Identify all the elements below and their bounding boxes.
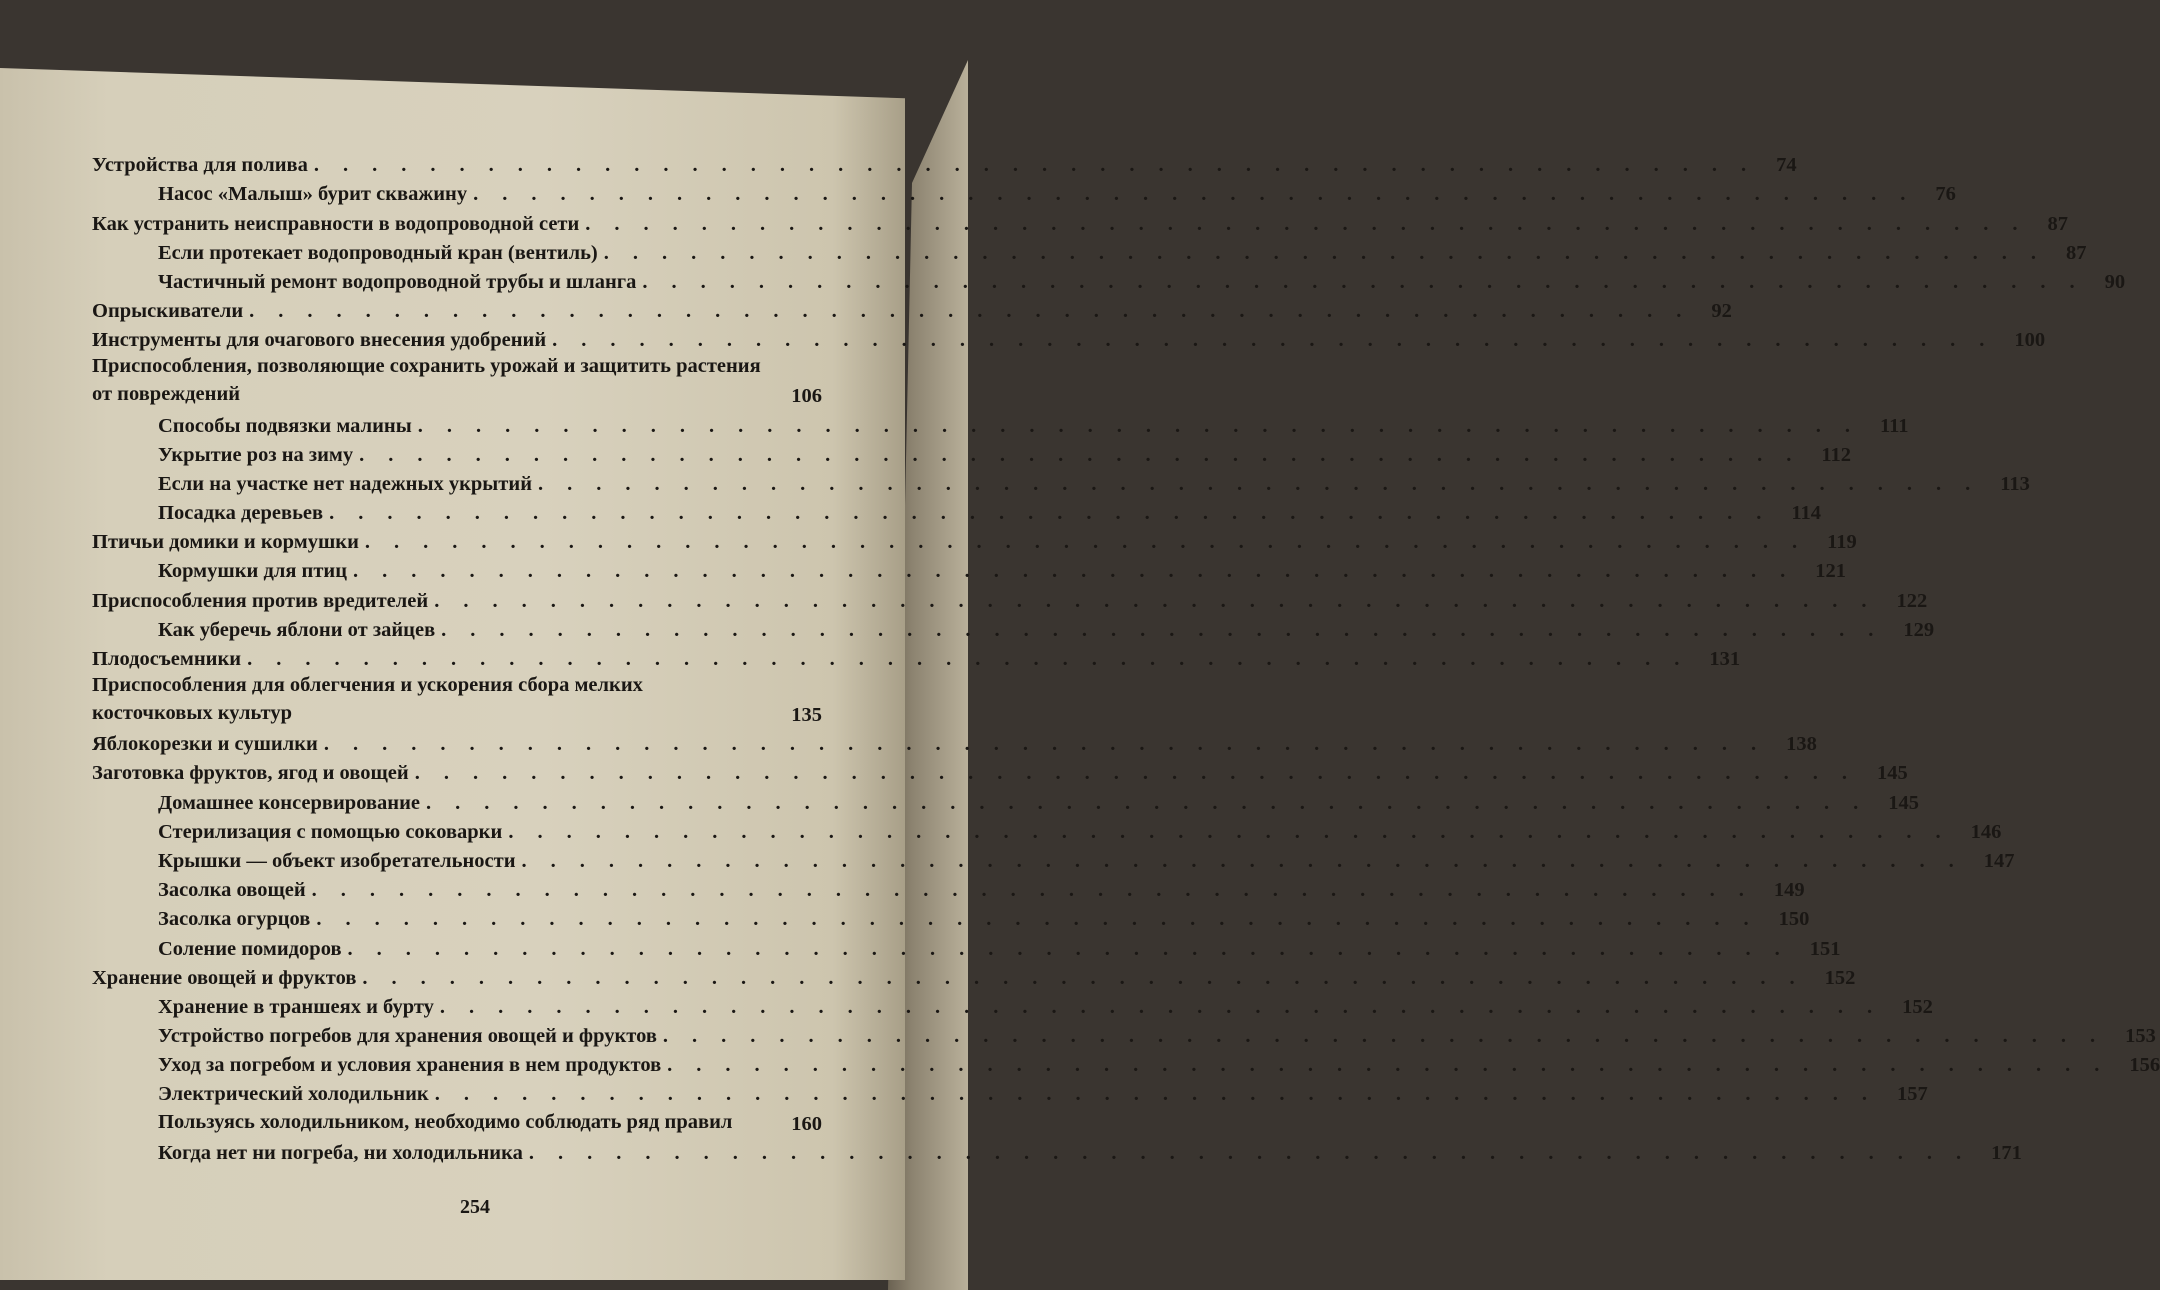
toc-entry-title: Частичный ремонт водопроводной трубы и шланга [158, 270, 637, 293]
toc-entry-title: Опрыскиватели [92, 300, 244, 323]
toc-leader-dots: .................................................. [247, 648, 1704, 670]
toc-entry [92, 206, 2069, 235]
toc-leader-dots: .................................................. [538, 472, 1995, 495]
toc-leader-dots: .................................................. [362, 966, 1819, 989]
toc-entry-page: 146 [1970, 820, 2002, 843]
toc-entry-title: Как уберечь яблони от зайцев [158, 618, 436, 641]
toc-entry [92, 756, 1908, 785]
toc-leader-dots: .................................................. [359, 443, 1816, 466]
toc-leader-dots: .................................................. [521, 849, 1978, 872]
table-of-contents [92, 148, 2160, 1165]
toc-leader-dots: .................................................. [642, 270, 2099, 293]
toc-entry-page: 152 [1824, 966, 1856, 989]
toc-entry-title: Насос «Малыш» бурит скважину [158, 183, 468, 206]
toc-entry [92, 785, 1919, 814]
toc-entry-page: 135 [791, 704, 822, 726]
toc-entry-title: Если протекает водопроводный кран (вентиль) [158, 241, 598, 264]
toc-entry-title: Стерилизация с помощью соковарки [158, 820, 503, 843]
toc-leader-dots: .................................................. [311, 879, 1768, 902]
toc-entry-title: Уход за погребом и условия хранения в нем продуктов [158, 1054, 662, 1077]
toc-entry-title: Хранение в траншеях и бурту [158, 995, 434, 1018]
toc-entry-page: 74 [1776, 154, 1797, 177]
toc-leader-dots: .................................................. [364, 531, 1822, 554]
toc-entry-page: 106 [791, 385, 822, 408]
toc-entry-page: 112 [1821, 443, 1852, 466]
toc-entry [92, 1048, 2160, 1077]
toc-entry [92, 496, 1821, 525]
toc-entry-title: Укрытие роз на зиму [158, 443, 354, 466]
toc-entry [92, 1019, 2156, 1048]
toc-entry [92, 642, 1741, 671]
toc-entry-title: Пользуясь холодильником, необходимо соблюдать ряд правил [158, 1110, 733, 1133]
toc-entry [92, 323, 2046, 352]
toc-entry-title: Приспособления для облегчения и ускорения сбора мелких косточковых культур [92, 674, 643, 724]
toc-entry-title: Хранение овощей и фруктов [92, 966, 357, 989]
toc-leader-dots: .................................................. [249, 300, 1706, 323]
toc-entry-page: 87 [2047, 212, 2069, 235]
toc-entry-page: 111 [1879, 414, 1909, 437]
toc-leader-dots: .................................................. [552, 329, 2009, 352]
toc-entry [92, 873, 1805, 902]
toc-entry [92, 961, 1856, 990]
toc-entry-title: Электрический холодильник [158, 1083, 429, 1106]
toc-leader-dots: .................................................. [667, 1054, 2124, 1077]
toc-entry-page: 121 [1815, 560, 1847, 583]
toc-entry-page: 114 [1791, 502, 1821, 525]
toc-entry [92, 583, 1928, 612]
toc-entry-page: 100 [2014, 329, 2046, 352]
toc-entry-page: 138 [1786, 733, 1817, 756]
toc-entry-title: Яблокорезки и сушилки [92, 733, 318, 756]
toc-entry-page: 87 [2066, 241, 2087, 264]
toc-leader-dots: .................................................. [528, 1141, 1986, 1164]
toc-entry-title: Засолка овощей [158, 879, 306, 902]
toc-entry-page: 145 [1888, 791, 1919, 814]
toc-entry-page: 149 [1773, 879, 1805, 902]
toc-entry [92, 727, 1817, 756]
toc-leader-dots: .................................................. [434, 1083, 1891, 1106]
toc-entry [92, 1106, 822, 1135]
toc-entry-title: Приспособления, позволяющие сохранить урожай и защитить растения от повреждений [92, 355, 761, 406]
toc-entry [92, 525, 1857, 554]
toc-entry-title: Кормушки для птиц [158, 560, 348, 583]
toc-entry-title: Засолка огурцов [158, 908, 311, 931]
toc-entry [92, 1136, 2022, 1165]
toc-leader-dots: .................................................. [434, 589, 1891, 612]
page-number: 254 [460, 1196, 490, 1218]
toc-entry-page: 150 [1778, 908, 1810, 931]
toc-entry-page: 153 [2125, 1025, 2156, 1048]
toc-entry-title: Соление помидоров [158, 937, 342, 960]
toc-entry-title: Устройства для полива [92, 154, 308, 177]
toc-leader-dots: .................................................. [441, 618, 1898, 641]
toc-entry-title: Если на участке нет надежных укрытий [158, 472, 533, 495]
toc-entry [92, 931, 1841, 960]
toc-leader-dots: .................................................. [323, 733, 1781, 756]
toc-leader-dots: .................................................. [439, 995, 1897, 1018]
toc-leader-dots: .................................................. [417, 414, 1874, 437]
toc-entry [92, 177, 1956, 206]
toc-leader-dots: .................................................. [508, 820, 1965, 843]
toc-leader-dots: .................................................. [603, 241, 2060, 264]
toc-entry [92, 408, 1909, 437]
toc-entry [92, 815, 2002, 844]
toc-entry-page: 157 [1896, 1083, 1928, 1106]
toc-leader-dots: .................................................. [347, 937, 1804, 960]
toc-entry [92, 265, 2126, 294]
toc-leader-dots: .................................................. [662, 1025, 2120, 1048]
toc-entry-page: 145 [1876, 762, 1908, 785]
toc-entry [92, 148, 1797, 177]
toc-entry [92, 671, 822, 727]
toc-entry [92, 294, 1732, 323]
toc-leader-dots: .................................................. [316, 908, 1773, 931]
toc-entry-title: Посадка деревьев [158, 502, 324, 525]
toc-leader-dots: .................................................. [313, 154, 1771, 177]
toc-entry [92, 844, 2015, 873]
toc-entry-title: Заготовка фруктов, ягод и овощей [92, 762, 409, 785]
toc-leader-dots: .................................................. [426, 791, 1883, 814]
toc-entry-title: Как устранить неисправности в водопроводной сети [92, 212, 580, 235]
toc-entry-page: 151 [1809, 937, 1841, 960]
toc-entry-page: 156 [2129, 1054, 2160, 1077]
toc-entry-title: Когда нет ни погреба, ни холодильника [158, 1141, 523, 1164]
toc-leader-dots: .................................................. [414, 762, 1871, 785]
toc-entry [92, 352, 822, 408]
toc-entry-page: 152 [1902, 995, 1933, 1018]
toc-entry [92, 902, 1810, 931]
toc-entry [92, 438, 1852, 467]
toc-leader-dots: .................................................. [329, 502, 1786, 525]
toc-entry [92, 467, 2030, 496]
toc-entry-title: Крышки — объект изобретательности [158, 849, 516, 872]
toc-entry [92, 613, 1935, 642]
toc-entry-page: 119 [1827, 531, 1857, 554]
toc-entry [92, 1077, 1928, 1106]
toc-entry [92, 990, 1933, 1019]
toc-entry-page: 90 [2104, 270, 2126, 293]
toc-entry-page: 113 [2000, 472, 2030, 495]
toc-entry-page: 147 [1983, 849, 2015, 872]
toc-entry-title: Птичьи домики и кормушки [92, 531, 359, 554]
toc-entry-page: 129 [1903, 618, 1935, 641]
toc-entry-page: 92 [1711, 300, 1732, 323]
toc-entry-title: Приспособления против вредителей [92, 589, 429, 612]
toc-entry-page: 171 [1991, 1141, 2022, 1164]
toc-entry-title: Инструменты для очагового внесения удобрений [92, 329, 547, 352]
toc-entry-title: Домашнее консервирование [158, 791, 420, 814]
toc-entry-title: Способы подвязки малины [158, 414, 412, 437]
toc-leader-dots: .................................................. [473, 183, 1930, 206]
toc-entry-title: Плодосъемники [92, 648, 242, 670]
toc-leader-dots: .................................................. [585, 212, 2042, 235]
toc-entry-page: 131 [1709, 648, 1741, 670]
toc-entry-title: Устройство погребов для хранения овощей и фруктов [158, 1025, 657, 1048]
toc-entry [92, 236, 2087, 265]
toc-entry [92, 554, 1847, 583]
toc-leader-dots: .................................................. [353, 560, 1810, 583]
toc-entry-page: 122 [1896, 589, 1928, 612]
toc-entry-page: 160 [791, 1112, 822, 1135]
toc-entry-page: 76 [1935, 183, 1956, 206]
